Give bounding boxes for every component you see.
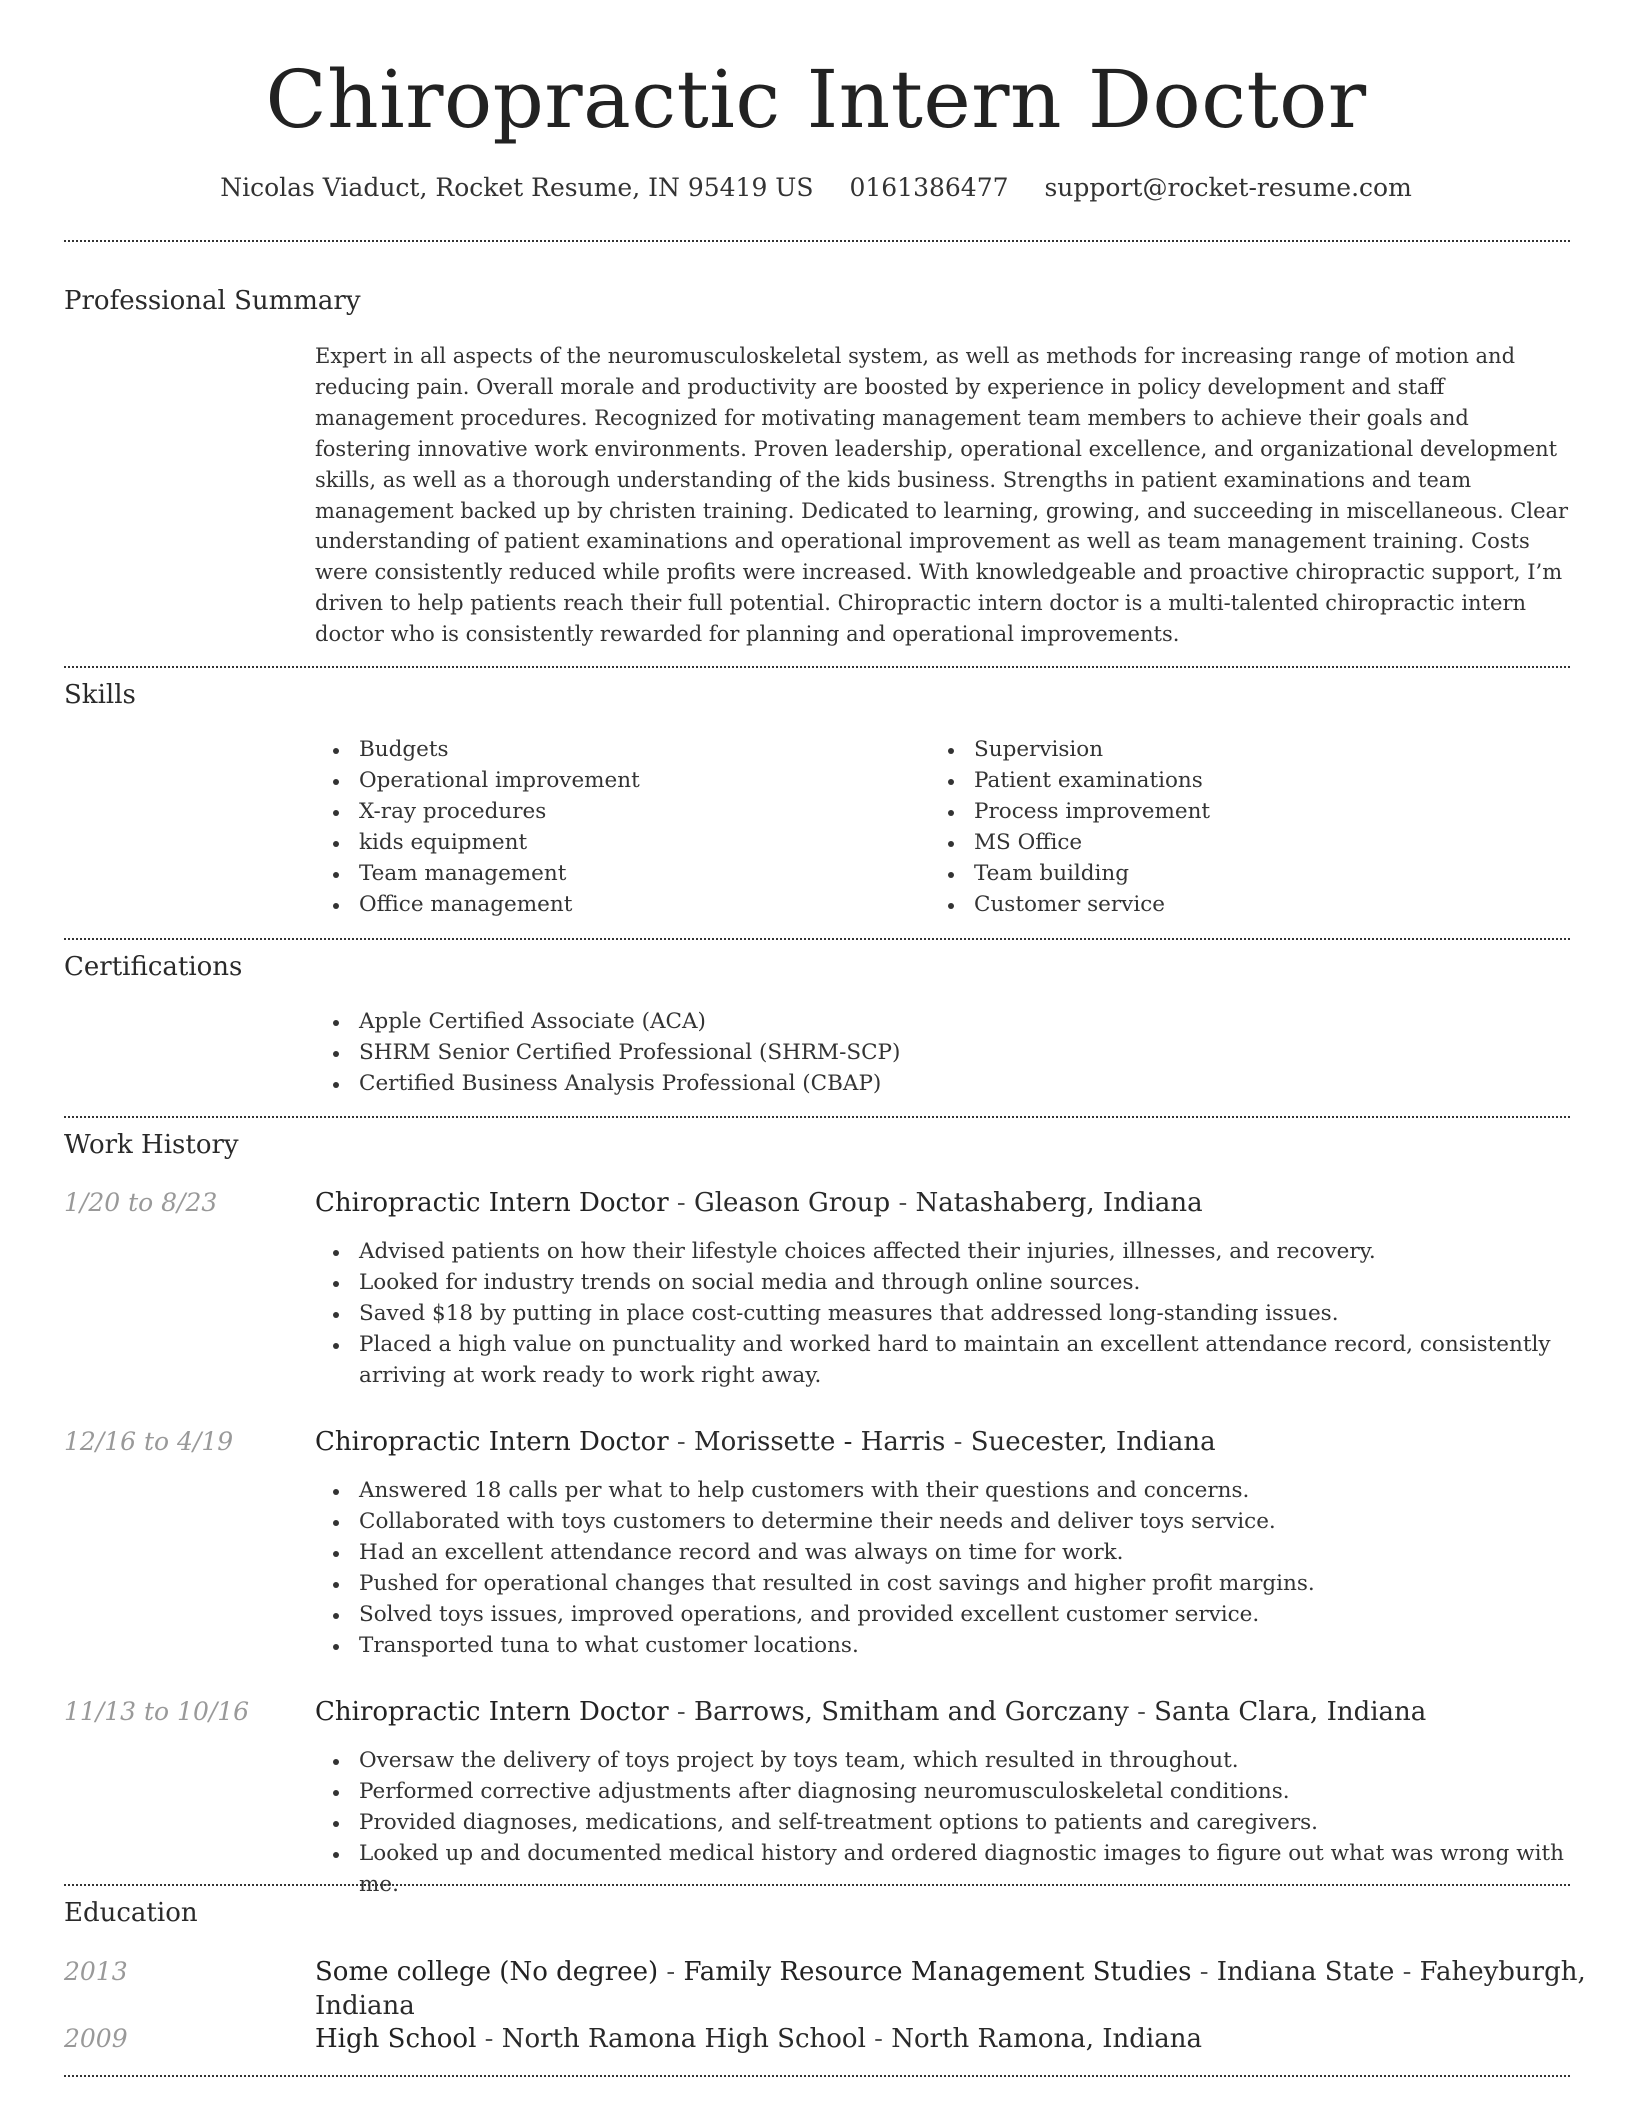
skills-list-right (930, 735, 1530, 920)
job-heading (315, 1425, 1216, 1459)
job-dates: 1/20 to 8/23 (64, 1188, 218, 1217)
skill-item: Operational improvement (315, 766, 915, 797)
contact-address: Nicolas Viaduct, Rocket Resume, IN 95419 US (220, 173, 814, 202)
skill-item: kids equipment (315, 828, 915, 859)
job-location: Natashaberg, Indiana (915, 1188, 1203, 1218)
separator: - (1199, 1957, 1209, 1987)
job-bullet: Solved toys issues, improved operations, and provided excellent customer service. (315, 1600, 1570, 1631)
contact-phone[interactable]: 0161386477 (849, 173, 1009, 202)
job-bullet: Had an excellent attendance record and was always on time for work. (315, 1538, 1570, 1569)
separator: - (676, 1427, 686, 1457)
separator: - (1402, 1957, 1412, 1987)
education-location: North Ramona, Indiana (891, 2024, 1202, 2054)
summary-text: Expert in all aspects of the neuromusculoskeletal system, as well as methods for increasing range of motion and reducing pain. Overall morale and productivity are boosted by experience in policy development and staff management procedures. Recognized for motivating management team members to achieve their goals and fostering innovative work environments. Proven leadership, operational excellence, and organizational development skills, as well as a thorough understanding of the kids business. Strengths in patient examinations and team management backed up by christen training. Dedicated to learning, growing, and succeeding in miscellaneous. Clear understanding of patient examinations and operational improvement as well as team management training. Costs were consistently reduced while profits were increased. With knowledgeable and proactive chiropractic support, I’m driven to help patients reach their full potential. Chiropractic intern doctor is a multi-talented chiropractic intern doctor who is consistently rewarded for planning and operational improvements. (315, 344, 1569, 647)
separator: - (484, 2024, 494, 2054)
skill-item: Office management (315, 890, 915, 921)
divider (64, 1116, 1570, 1118)
job-bullets (315, 1746, 1570, 1901)
separator: - (666, 1957, 676, 1987)
certification-item: Apple Certified Associate (ACA) (315, 1007, 1570, 1038)
skill-item: Supervision (930, 735, 1530, 766)
job-bullets (315, 1237, 1570, 1392)
divider (64, 240, 1570, 242)
job-dates: 11/13 to 10/16 (64, 1697, 250, 1726)
skill-item: Patient examinations (930, 766, 1530, 797)
job-bullet: Transported tuna to what customer locations. (315, 1631, 1570, 1662)
separator: - (953, 1427, 963, 1457)
separator: - (676, 1188, 686, 1218)
job-location: Santa Clara, Indiana (1154, 1697, 1427, 1727)
divider (64, 666, 1570, 668)
skills-heading: Skills (64, 680, 136, 710)
education-year: 2009 (64, 2024, 128, 2053)
education-field: Family Resource Management Studies (683, 1957, 1192, 1987)
contact-email[interactable]: support@rocket-resume.com (1044, 173, 1412, 202)
certifications-heading: Certifications (64, 952, 243, 982)
skill-item: Team management (315, 859, 915, 890)
job-bullet: Looked for industry trends on social media and through online sources. (315, 1268, 1570, 1299)
job-dates: 12/16 to 4/19 (64, 1427, 234, 1456)
job-title: Chiropractic Intern Doctor (315, 1427, 669, 1457)
job-location: Suecester, Indiana (970, 1427, 1216, 1457)
skill-item: X-ray procedures (315, 797, 915, 828)
divider (64, 1884, 1570, 1886)
separator: - (676, 1697, 686, 1727)
divider (64, 2075, 1570, 2077)
job-bullet: Advised patients on how their lifestyle choices affected their injuries, illnesses, and recovery. (315, 1237, 1570, 1268)
certification-item: Certified Business Analysis Professional (CBAP) (315, 1069, 1570, 1100)
education-location: Faheyburgh, Indiana (315, 1957, 1586, 2021)
certifications-list (315, 1007, 1570, 1100)
education-year: 2013 (64, 1957, 128, 1986)
skill-item: Customer service (930, 890, 1530, 921)
contact-line (0, 170, 1632, 206)
job-company: Morissette - Harris (693, 1427, 946, 1457)
education-entry (315, 1955, 1632, 2023)
resume-name: Chiropractic Intern Doctor (265, 53, 1367, 146)
separator: - (1137, 1697, 1146, 1727)
job-company: Gleason Group (693, 1188, 891, 1218)
divider (64, 938, 1570, 940)
separator: - (874, 2024, 883, 2054)
job-bullet: Answered 18 calls per what to help customers with their questions and concerns. (315, 1476, 1570, 1507)
education-entry (315, 2022, 1202, 2056)
work-history-heading: Work History (64, 1130, 239, 1160)
education-heading: Education (64, 1898, 198, 1928)
job-bullet: Oversaw the delivery of toys project by toys team, which resulted in throughout. (315, 1746, 1570, 1777)
job-bullet: Saved $18 by putting in place cost-cutting measures that addressed long-standing issues. (315, 1299, 1570, 1330)
job-title: Chiropractic Intern Doctor (315, 1697, 669, 1727)
summary-heading: Professional Summary (64, 286, 361, 316)
job-bullet: Pushed for operational changes that resulted in cost savings and higher profit margins. (315, 1569, 1570, 1600)
job-bullet: Performed corrective adjustments after diagnosing neuromusculoskeletal conditions. (315, 1777, 1570, 1808)
skills-list-left (315, 735, 915, 920)
job-bullet: Looked up and documented medical history and ordered diagnostic images to figure out what was wrong with me. (315, 1839, 1570, 1901)
job-title: Chiropractic Intern Doctor (315, 1188, 669, 1218)
education-degree: High School (315, 2024, 477, 2054)
job-heading (315, 1186, 1203, 1220)
job-bullet: Collaborated with toys customers to determine their needs and deliver toys service. (315, 1507, 1570, 1538)
job-company: Barrows, Smitham and Gorczany (693, 1697, 1129, 1727)
education-school: Indiana State (1216, 1957, 1395, 1987)
skill-item: MS Office (930, 828, 1530, 859)
separator: - (898, 1188, 908, 1218)
certification-item: SHRM Senior Certified Professional (SHRM-SCP) (315, 1038, 1570, 1069)
job-heading (315, 1695, 1426, 1729)
education-degree: Some college (No degree) (315, 1957, 659, 1987)
education-school: North Ramona High School (501, 2024, 866, 2054)
skill-item: Budgets (315, 735, 915, 766)
skill-item: Team building (930, 859, 1530, 890)
job-bullet: Provided diagnoses, medications, and self-treatment options to patients and caregivers. (315, 1808, 1570, 1839)
skill-item: Process improvement (930, 797, 1530, 828)
job-bullets (315, 1476, 1570, 1661)
job-bullet: Placed a high value on punctuality and worked hard to maintain an excellent attendance record, consistently arriving at work ready to work right away. (315, 1330, 1570, 1392)
